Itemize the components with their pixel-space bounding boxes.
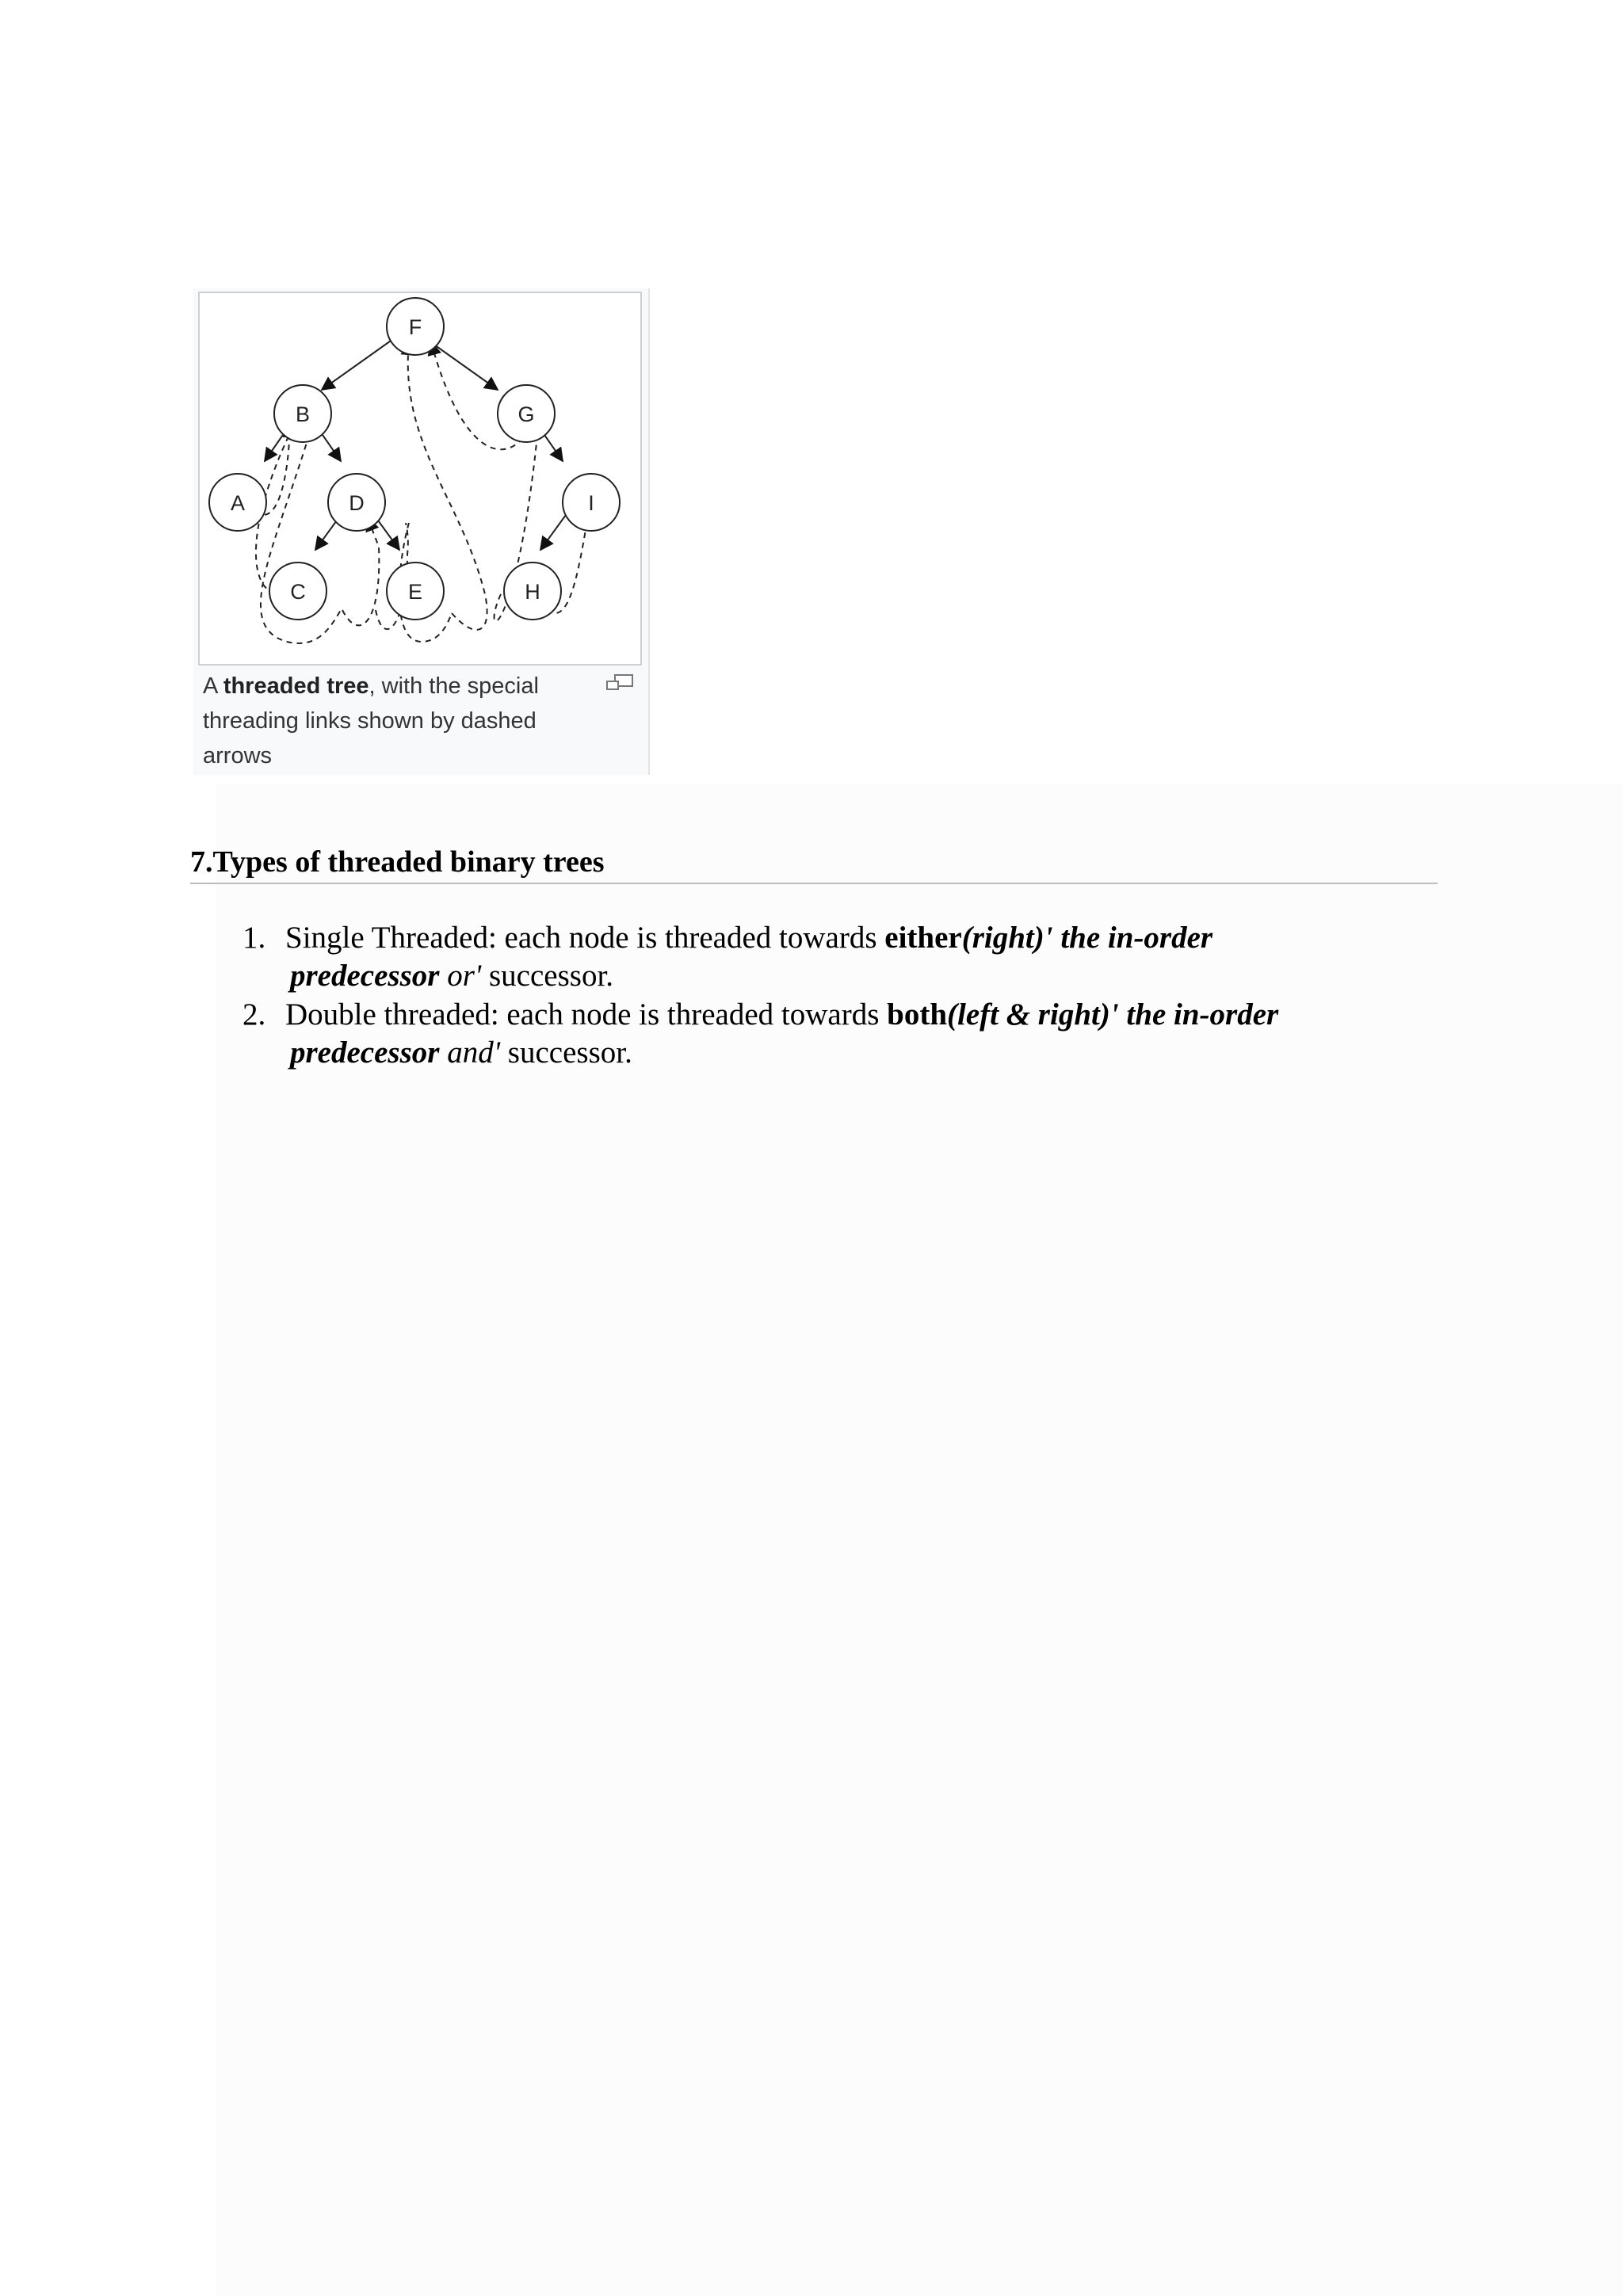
edge-i-h xyxy=(540,515,566,550)
edge-f-b xyxy=(322,339,393,390)
item-lead: Double threaded: each node is threaded towards xyxy=(285,997,888,1032)
item-bold: both xyxy=(887,997,948,1032)
item-bold: either xyxy=(884,921,962,955)
item-italic: and' xyxy=(439,1035,501,1070)
item-tail: successor. xyxy=(500,1035,632,1070)
tree-node-g xyxy=(498,385,555,442)
item-bold-italic-2: predecessor xyxy=(290,1035,440,1070)
item-tail: successor. xyxy=(481,959,614,993)
item-bold-italic: (left & right)' the in-order xyxy=(947,997,1279,1032)
list-item xyxy=(242,996,1384,1072)
list-number: 2. xyxy=(242,997,266,1032)
thread-c-d xyxy=(342,518,379,625)
svg-text:H: H xyxy=(525,580,540,604)
svg-text:G: G xyxy=(517,402,535,426)
list-item xyxy=(242,919,1384,995)
tree-nodes xyxy=(209,298,620,620)
svg-text:D: D xyxy=(349,491,365,515)
enlarge-icon[interactable] xyxy=(605,673,634,694)
types-list xyxy=(242,919,1384,1073)
tree-node-c xyxy=(269,563,327,620)
svg-text:I: I xyxy=(588,491,594,515)
tree-node-f xyxy=(387,298,444,355)
caption-rest: , with the special threading links shown by dashed arrows xyxy=(203,673,539,769)
item-italic: or' xyxy=(439,959,482,993)
tree-edges xyxy=(265,339,566,550)
figure-thumbnail xyxy=(193,288,650,775)
tree-node-i xyxy=(563,474,620,531)
list-number: 1. xyxy=(242,921,266,955)
svg-text:A: A xyxy=(230,491,246,515)
item-continuation xyxy=(285,957,1384,995)
item-lead: Single Threaded: each node is threaded towards xyxy=(285,921,885,955)
threaded-tree-diagram[interactable] xyxy=(198,292,642,666)
svg-text:E: E xyxy=(407,580,423,604)
tree-node-h xyxy=(504,563,561,620)
svg-text:F: F xyxy=(408,315,422,339)
tree-node-b xyxy=(274,385,331,442)
tree-node-a xyxy=(209,474,266,531)
svg-text:B: B xyxy=(295,402,311,426)
figure-caption xyxy=(203,669,575,773)
threaded-tree-svg xyxy=(200,293,640,664)
tree-node-e xyxy=(387,563,444,620)
caption-link-threaded-tree[interactable]: threaded tree xyxy=(223,673,369,699)
tree-node-d xyxy=(328,474,385,531)
item-bold-italic-2: predecessor xyxy=(290,959,440,993)
item-continuation xyxy=(285,1034,1384,1072)
caption-prefix: A xyxy=(203,673,223,699)
section-heading: 7.Types of threaded binary trees xyxy=(190,841,1438,884)
item-bold-italic: (right)' the in-order xyxy=(961,921,1213,955)
svg-text:C: C xyxy=(290,580,306,604)
